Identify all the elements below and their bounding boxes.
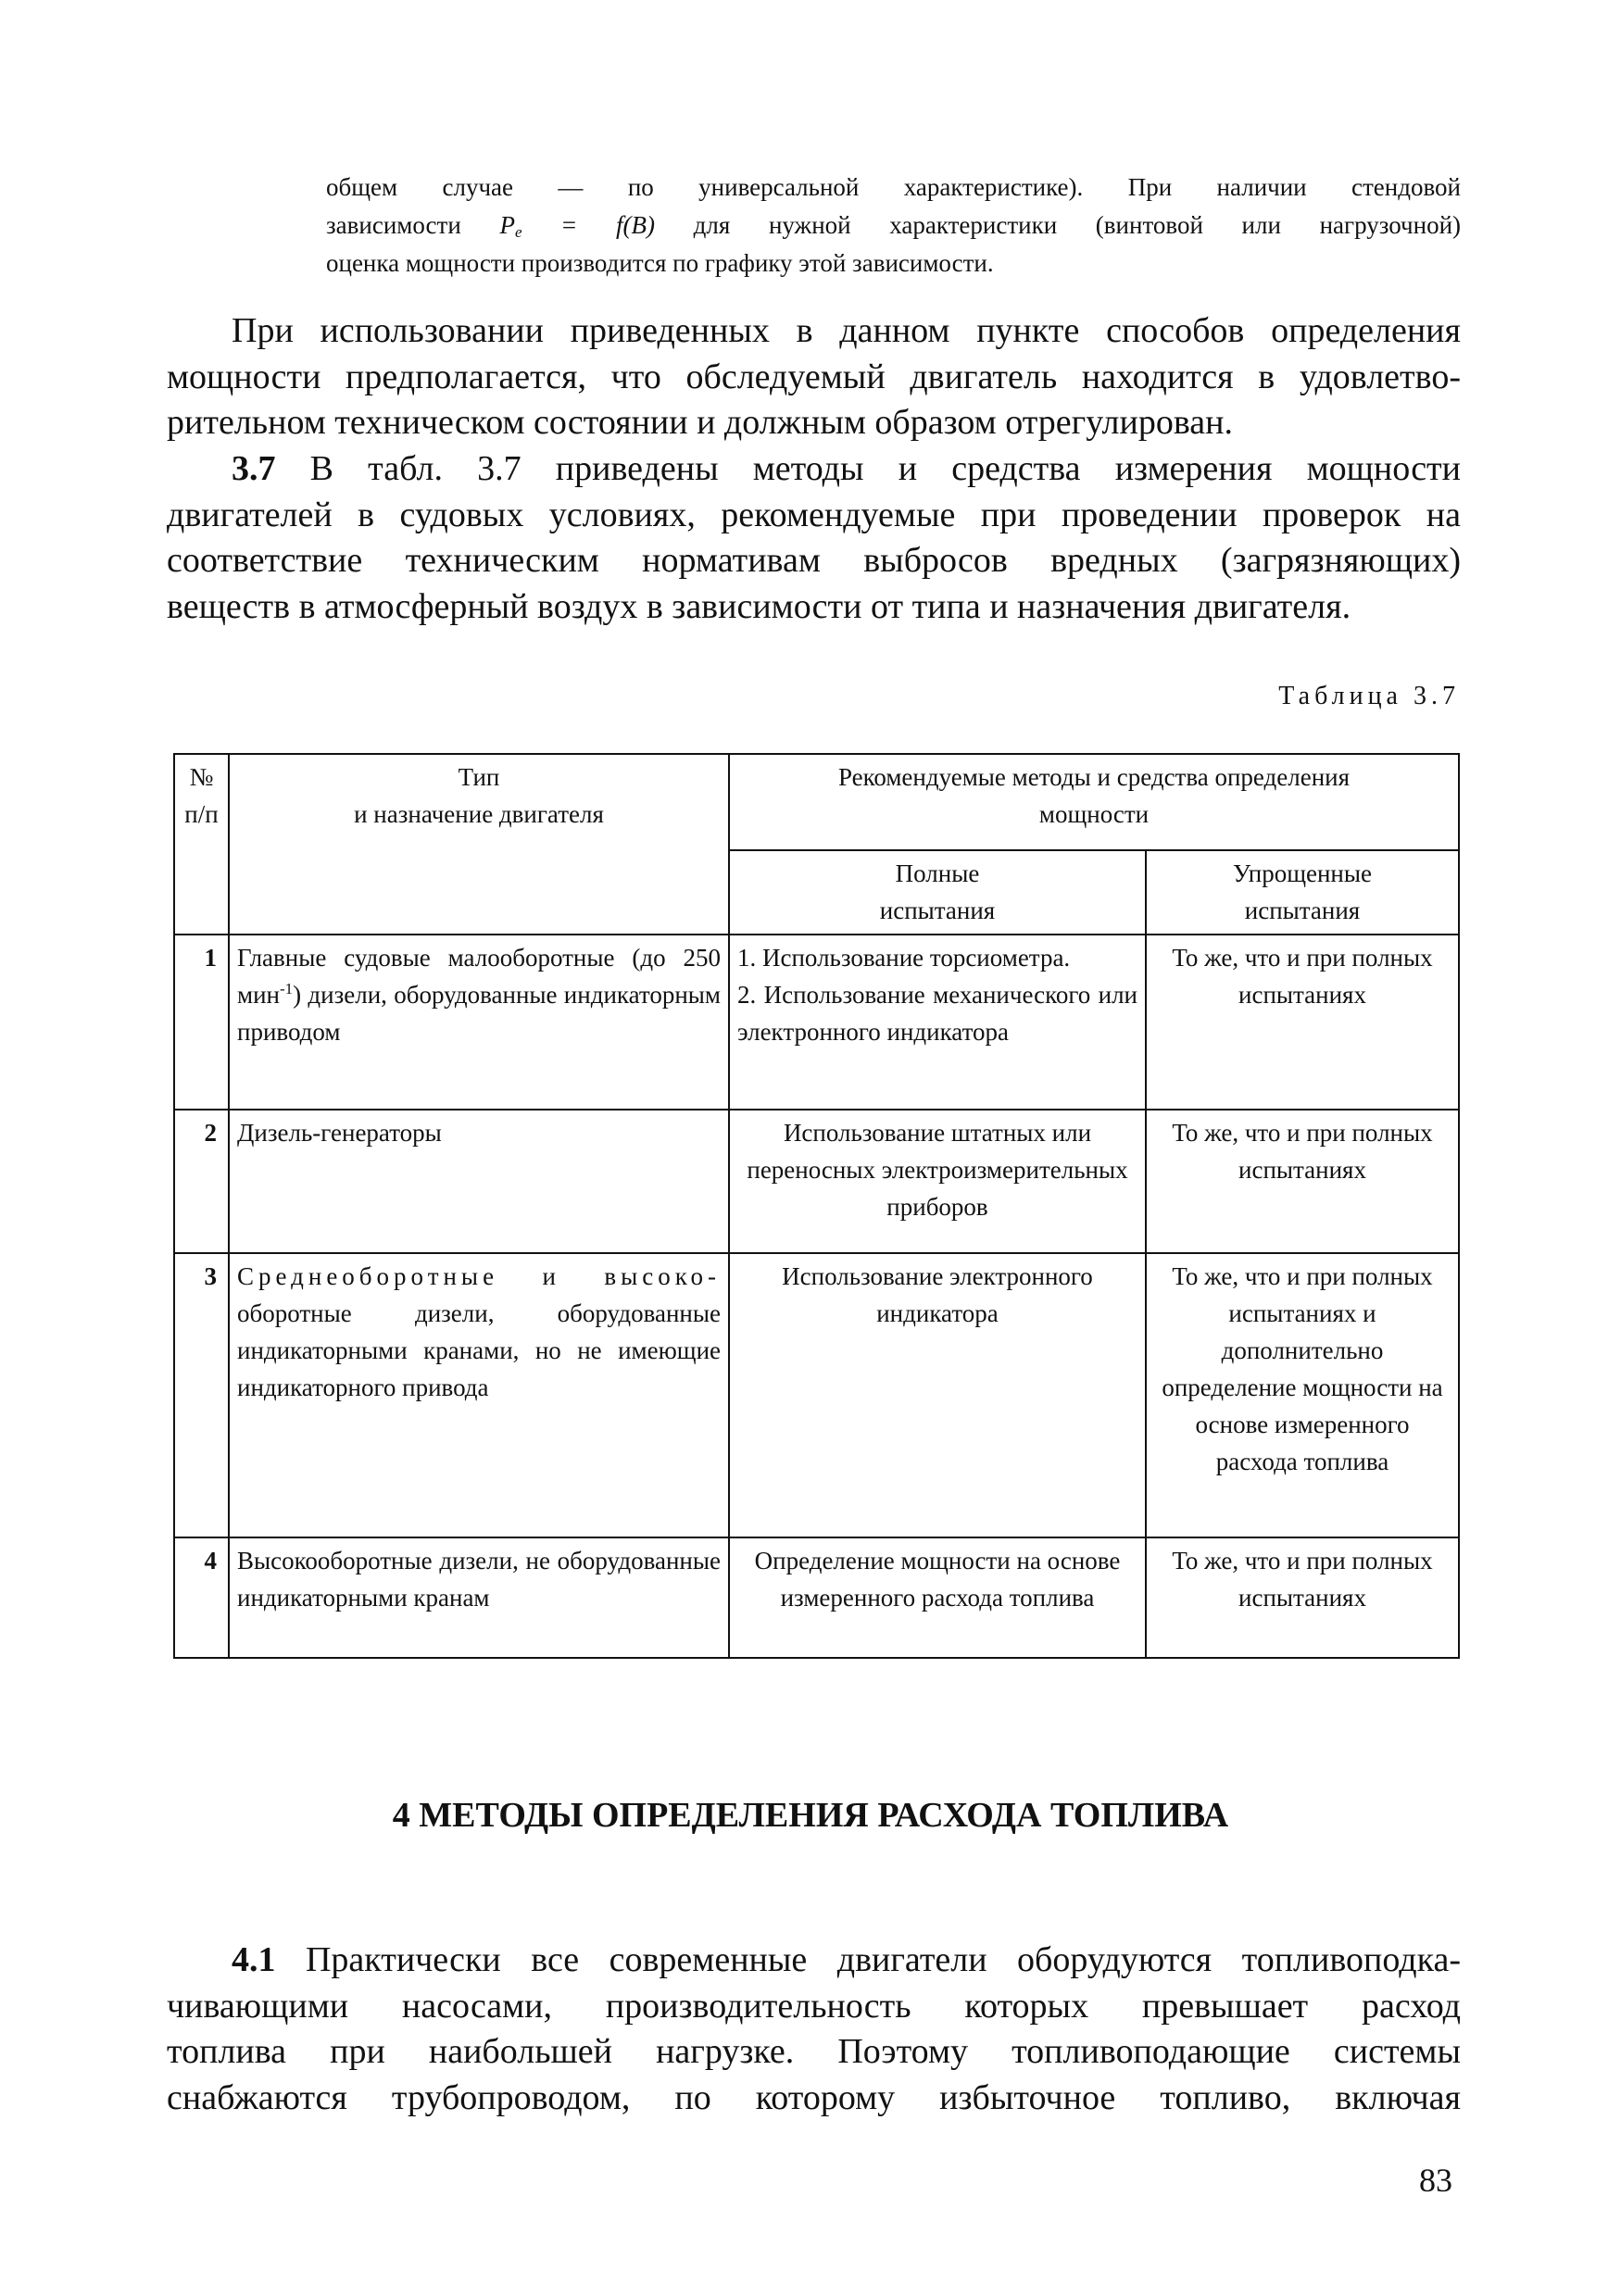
row-engine-type: Среднеоборотные и высоко- оборотные дизели, оборудованные индикаторными кранами, но не имеющие индикаторного привода [229, 1253, 729, 1537]
note-line: оценка мощности производится по графику этой зависимости. [326, 249, 994, 277]
row-number: 2 [174, 1110, 229, 1253]
methods-table [173, 753, 1460, 1659]
table-row [174, 935, 1459, 1110]
row-full-tests: Использование электронного индикатора [729, 1253, 1146, 1537]
paragraph-line: веществ в атмосферный воздух в зависимости от типа и назначения двигателя. [167, 586, 1351, 626]
row-simplified-tests: То же, что и при полных испытаниях [1146, 1537, 1459, 1658]
paragraph-number: 3.7 [232, 449, 276, 488]
row-number: 4 [174, 1537, 229, 1658]
paragraph-line [167, 446, 1461, 493]
header-simplified-tests: Упрощенные испытания [1146, 850, 1459, 935]
paragraph-line-text: В табл. 3.7 приведены методы и средства измерения мощности [309, 449, 1462, 488]
header-number: № п/п [174, 754, 229, 935]
row-number: 3 [174, 1253, 229, 1537]
paragraph-3-7 [167, 446, 1461, 630]
row-number: 1 [174, 935, 229, 1110]
paragraph-line: рительном техническом состоянии и должным образом отрегулирован. [167, 403, 1234, 442]
note-line-prefix: зависимости [326, 211, 461, 239]
paragraph-number: 4.1 [232, 1940, 276, 1979]
paragraph-line: мощности предполагается, что обследуемый двигатель находится в удовлетво- [167, 357, 1461, 396]
paragraph-line [167, 1938, 1461, 1984]
row-full-tests: Использование штатных или переносных электроизмерительных приборов [729, 1110, 1146, 1253]
row-simplified-tests: То же, что и при полных испытаниях [1146, 1110, 1459, 1253]
row-engine-type: Дизель-генераторы [229, 1110, 729, 1253]
header-full-tests: Полные испытания [729, 850, 1146, 935]
note-line-suffix: для нужной характеристики (винтовой или нагрузочной) [693, 211, 1462, 239]
paragraph-line: соответствие техническим нормативам выбросов вредных (загрязняющих) [167, 541, 1461, 580]
formula-rest: = f(B) [521, 211, 655, 239]
header-methods: Рекомендуемые методы и средства определения мощности [729, 754, 1459, 850]
table-row [174, 1110, 1459, 1253]
page-number: 83 [1419, 2162, 1452, 2199]
section-heading: 4 МЕТОДЫ ОПРЕДЕЛЕНИЯ РАСХОДА ТОПЛИВА [392, 1796, 1229, 1835]
note-line: общем случае — по универсальной характеристике). При наличии стендовой [326, 173, 1461, 201]
row-simplified-tests: То же, что и при полных испытаниях [1146, 935, 1459, 1110]
row-simplified-tests: То же, что и при полных испытаниях и дополнительно определение мощности на основе измеренного расхода топлива [1146, 1253, 1459, 1537]
paragraph-line: двигателей в судовых условиях, рекомендуемые при проведении проверок на [167, 495, 1461, 534]
paragraph-1 [167, 308, 1461, 446]
header-engine-type: Тип и назначение двигателя [229, 754, 729, 935]
table-caption: Таблица 3.7 [1278, 682, 1460, 710]
paragraph-line: При использовании приведенных в данном пункте способов определения [232, 311, 1461, 350]
formula-sub: e [514, 223, 522, 241]
paragraph-line: снабжаются трубопроводом, по которому избыточное топливо, включая [167, 2077, 1461, 2117]
table-row [174, 1253, 1459, 1537]
paragraph-line: топлива при наибольшей нагрузке. Поэтому топливоподающие системы [167, 2032, 1461, 2071]
formula-p: P [499, 211, 515, 239]
small-print-note [326, 169, 1461, 282]
row-full-tests: Определение мощности на основе измеренного расхода топлива [729, 1537, 1146, 1658]
table-row [174, 1537, 1459, 1658]
paragraph-4-1 [167, 1938, 1461, 2121]
row-engine-type: Высокооборотные дизели, не оборудованные индикаторными кранам [229, 1537, 729, 1658]
paragraph-line: чивающими насосами, производительность которых превышает расход [167, 1986, 1461, 2026]
note-line-formula [326, 207, 1461, 245]
paragraph-line-text: Практически все современные двигатели оборудуются топливоподка- [305, 1940, 1461, 1979]
row-full-tests: 1. Использование торсиометра. 2. Использование механического или электронного индикатора [729, 935, 1146, 1110]
row-engine-type: Главные судовые малооборотные (до 250 мин$^{-1}$) дизели, оборудованные индикаторным приводом [229, 935, 729, 1110]
